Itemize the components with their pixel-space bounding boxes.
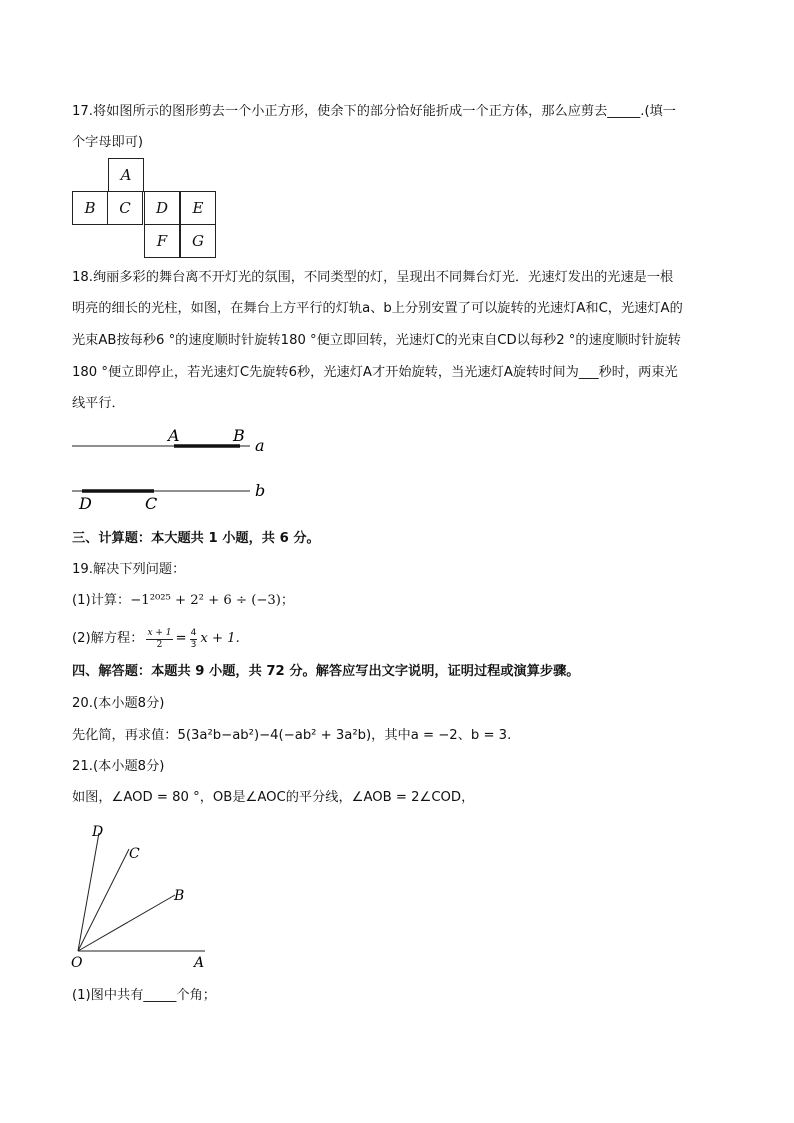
q20-text: 先化简，再求值：5(3a²b−ab²)−4(−ab² + 3a²b)，其中a = −2、b = 3. [72, 728, 512, 743]
q19-part1 [72, 591, 294, 611]
section3-heading: 三、计算题：本大题共 1 小题，共 6 分。 [72, 531, 320, 546]
net-cell-f: F [144, 224, 180, 258]
label-C: C [129, 846, 140, 862]
q19-part2-label: (2)解方程： [72, 631, 144, 646]
q21-text: 如图，∠AOD = 80 °，OB是∠AOC的平分线，∠AOB = 2∠COD， [72, 790, 475, 805]
q17-line2: 个字母即可) [72, 135, 144, 150]
label-O: O [71, 955, 83, 971]
net-cell-c: C [107, 191, 143, 225]
label-A: A [194, 955, 205, 971]
q19-part2 [72, 624, 240, 654]
q21-stem: 21.(本小题8分) [72, 759, 165, 774]
q18-line4: 180 °便立即停止，若光速灯C先旋转6秒，光速灯A才开始旋转，当光速灯A旋转时间为___秒时，两束光 [72, 365, 678, 380]
label-b: b [255, 481, 266, 500]
parallel-rails-figure [60, 420, 280, 520]
section4-heading: 四、解答题：本题共 9 小题，共 72 分。解答应写出文字说明，证明过程或演算步骤。 [72, 664, 580, 679]
label-a: a [255, 436, 265, 455]
label-B: B [233, 426, 245, 445]
angle-figure [65, 818, 225, 973]
ray-od [78, 833, 99, 951]
q18-line2: 明亮的细长的光柱，如图，在舞台上方平行的灯轨a、b上分别安置了可以旋转的光速灯A和C，光速灯A的 [72, 301, 683, 316]
q20-stem: 20.(本小题8分) [72, 696, 165, 711]
frac-left-denominator: 2 [156, 639, 163, 650]
net-cell-b: B [72, 191, 108, 225]
q18-line1: 18.绚丽多彩的舞台离不开灯光的氛围，不同类型的灯，呈现出不同舞台灯光．光速灯发出的光速是一根 [72, 270, 674, 285]
q19-part1-expr: −1²⁰²⁵ + 2² + 6 ÷ (−3)； [130, 593, 295, 608]
label-C: C [145, 494, 158, 513]
frac-right-denominator: 3 [190, 639, 197, 650]
q18-line5: 线平行． [72, 396, 125, 411]
label-D: D [79, 494, 92, 513]
label-A: A [168, 426, 180, 445]
equals-sign: = [175, 631, 187, 646]
label-B: B [174, 888, 185, 904]
net-cell-a: A [108, 158, 144, 192]
ray-oc [78, 849, 129, 951]
q19-part2-tail: x + 1. [200, 631, 240, 646]
cube-net-figure [72, 158, 222, 262]
q19-stem: 19.解决下列问题： [72, 562, 186, 577]
net-cell-g: G [180, 224, 216, 258]
net-cell-d: D [144, 191, 180, 225]
fraction-left [146, 628, 172, 651]
q17-line1: 17.将如图所示的图形剪去一个小正方形，使余下的部分恰好能折成一个正方体，那么应剪去_____.(填一 [72, 104, 676, 119]
fraction-right [190, 628, 198, 651]
q19-part1-label: (1)计算： [72, 593, 131, 608]
q21-part1: (1)图中共有_____个角； [72, 988, 216, 1003]
q18-line3: 光束AB按每秒6 °的速度顺时针旋转180 °便立即回转，光速灯C的光束自CD以每秒2 °的速度顺时针旋转 [72, 333, 681, 348]
frac-left-numerator: x + 1 [147, 627, 172, 638]
net-cell-e: E [180, 191, 216, 225]
frac-right-numerator: 4 [190, 627, 197, 638]
label-D: D [92, 824, 104, 840]
